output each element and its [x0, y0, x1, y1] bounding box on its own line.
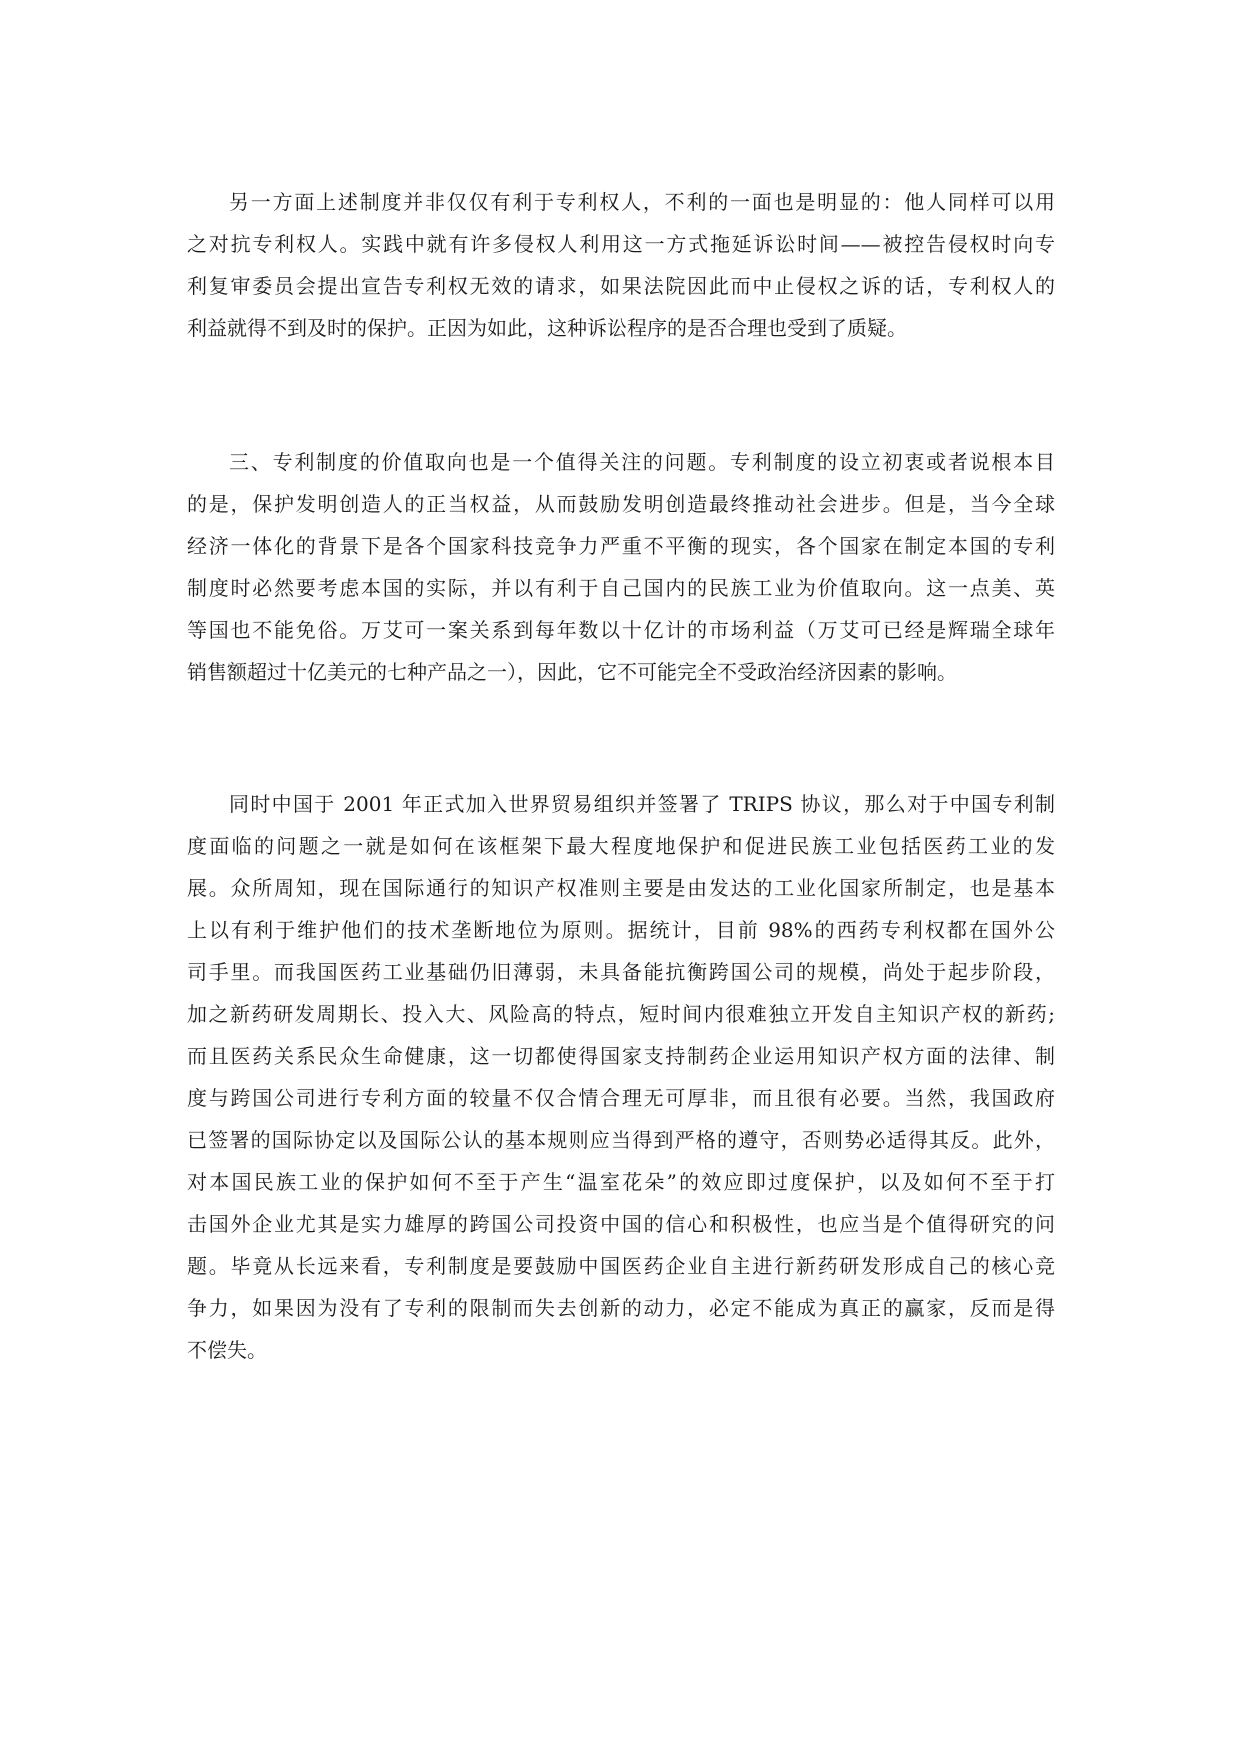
paragraph-line: 的是，保护发明创造人的正当权益，从而鼓励发明创造最终推动社会进步。但是，当今全球	[187, 492, 1055, 516]
paragraph-line: 利益就得不到及时的保护。正因为如此，这种诉讼程序的是否合理也受到了质疑。	[187, 316, 907, 340]
paragraph-line: 利复审委员会提出宣告专利权无效的请求，如果法院因此而中止侵权之诉的话，专利权人的	[187, 274, 1055, 298]
paragraph-line: 题。毕竟从长远来看，专利制度是要鼓励中国医药企业自主进行新药研发形成自己的核心竞	[187, 1254, 1055, 1278]
paragraph-line: 经济一体化的背景下是各个国家科技竞争力严重不平衡的现实，各个国家在制定本国的专利	[187, 534, 1055, 558]
paragraph-line: 已签署的国际协定以及国际公认的基本规则应当得到严格的遵守，否则势必适得其反。此外，	[187, 1128, 1055, 1152]
paragraph-line: 击国外企业尤其是实力雄厚的跨国公司投资中国的信心和积极性，也应当是个值得研究的问	[187, 1212, 1055, 1236]
paragraph-line: 另一方面上述制度并非仅仅有利于专利权人，不利的一面也是明显的：他人同样可以用	[229, 190, 1055, 214]
paragraph-line: 度与跨国公司进行专利方面的较量不仅合情合理无可厚非，而且很有必要。当然，我国政府	[187, 1086, 1055, 1110]
paragraph-line: 销售额超过十亿美元的七种产品之一），因此，它不可能完全不受政治经济因素的影响。	[187, 660, 957, 684]
paragraph-line: 司手里。而我国医药工业基础仍旧薄弱，未具备能抗衡跨国公司的规模，尚处于起步阶段，	[187, 960, 1055, 984]
paragraph-line: 等国也不能免俗。万艾可一案关系到每年数以十亿计的市场利益（万艾可已经是辉瑞全球年	[187, 618, 1055, 642]
paragraph-line: 制度时必然要考虑本国的实际，并以有利于自己国内的民族工业为价值取向。这一点美、英	[187, 576, 1055, 600]
paragraph-line: 不偿失。	[187, 1338, 267, 1362]
paragraph-line: 争力，如果因为没有了专利的限制而失去创新的动力，必定不能成为真正的赢家，反而是得	[187, 1296, 1055, 1320]
paragraph-line: 三、专利制度的价值取向也是一个值得关注的问题。专利制度的设立初衷或者说根本目	[229, 450, 1055, 474]
paragraph-line: 加之新药研发周期长、投入大、风险高的特点，短时间内很难独立开发自主知识产权的新药;	[187, 1002, 1055, 1026]
paragraph-line: 对本国民族工业的保护如何不至于产生“温室花朵”的效应即过度保护，以及如何不至于打	[187, 1170, 1055, 1194]
paragraph-line: 而且医药关系民众生命健康，这一切都使得国家支持制药企业运用知识产权方面的法律、制	[187, 1044, 1055, 1068]
paragraph-line: 同时中国于 2001 年正式加入世界贸易组织并签署了 TRIPS 协议，那么对于中国专利制	[229, 792, 1055, 816]
paragraph-line: 之对抗专利权人。实践中就有许多侵权人利用这一方式拖延诉讼时间——被控告侵权时向专	[187, 232, 1055, 256]
paragraph-line: 度面临的问题之一就是如何在该框架下最大程度地保护和促进民族工业包括医药工业的发	[187, 834, 1055, 858]
paragraph-line: 展。众所周知，现在国际通行的知识产权准则主要是由发达的工业化国家所制定，也是基本	[187, 876, 1055, 900]
paragraph-line: 上以有利于维护他们的技术垄断地位为原则。据统计，目前 98%的西药专利权都在国外公	[187, 918, 1055, 942]
